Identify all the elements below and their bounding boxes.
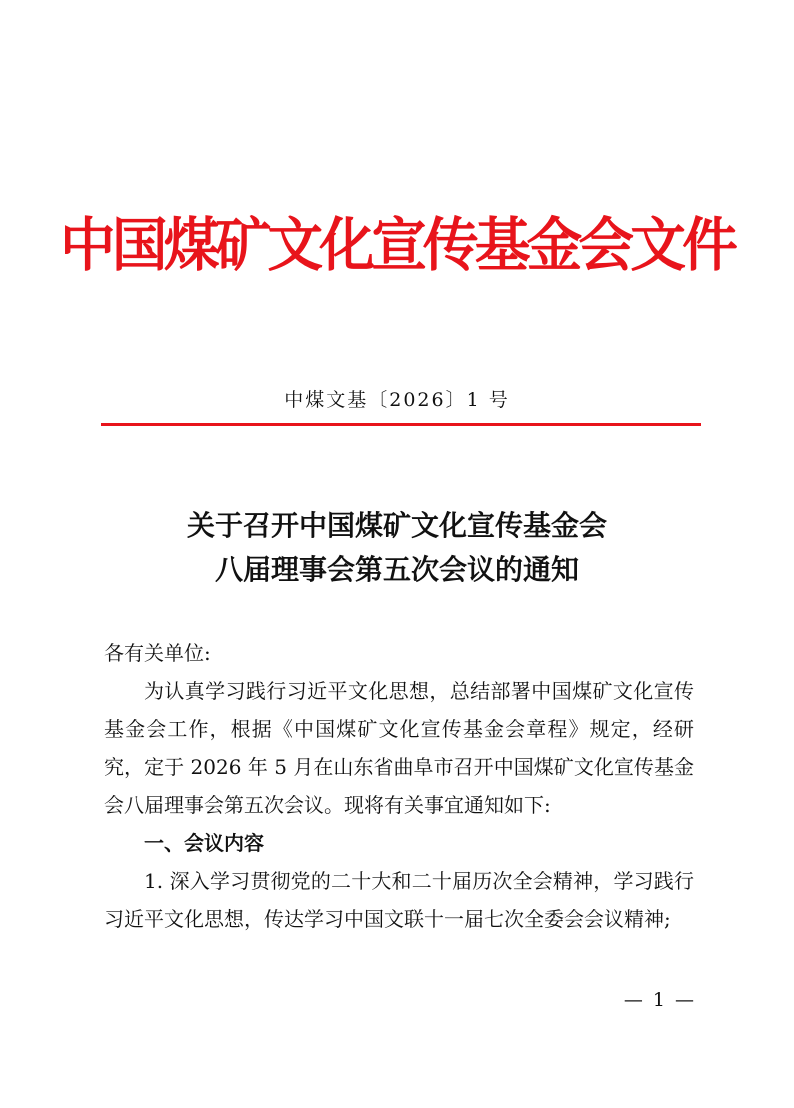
section-heading-meeting-content: 一、会议内容 bbox=[144, 831, 264, 855]
document-number: 中煤文基〔2026〕1 号 bbox=[284, 389, 510, 411]
meeting-item-1: 1. 深入学习贯彻党的二十大和二十届历次全会精神，学习践行习近平文化思想，传达学习中国文联十一届七次全委会会议精神; bbox=[104, 869, 694, 931]
notice-title-line-2: 八届理事会第五次会议的通知 bbox=[214, 553, 579, 586]
page-number: — 1 — bbox=[623, 989, 696, 1011]
notice-title bbox=[0, 504, 794, 592]
notice-body bbox=[104, 634, 694, 938]
notice-title-line-1: 关于召开中国煤矿文化宣传基金会 bbox=[186, 509, 607, 542]
intro-paragraph: 为认真学习践行习近平文化思想，总结部署中国煤矿文化宣传基金会工作，根据《中国煤矿文化宣传基金会章程》规定，经研究，定于 2026 年 5 月在山东省曲阜市召开中国煤矿文化宣传基金会八届理事会第五次会议。现将有关事宜通知如下: bbox=[104, 679, 694, 817]
salutation: 各有关单位: bbox=[104, 641, 211, 665]
masthead-title: 中国煤矿文化宣传基金会文件 bbox=[60, 211, 734, 279]
red-divider-line bbox=[101, 423, 701, 426]
